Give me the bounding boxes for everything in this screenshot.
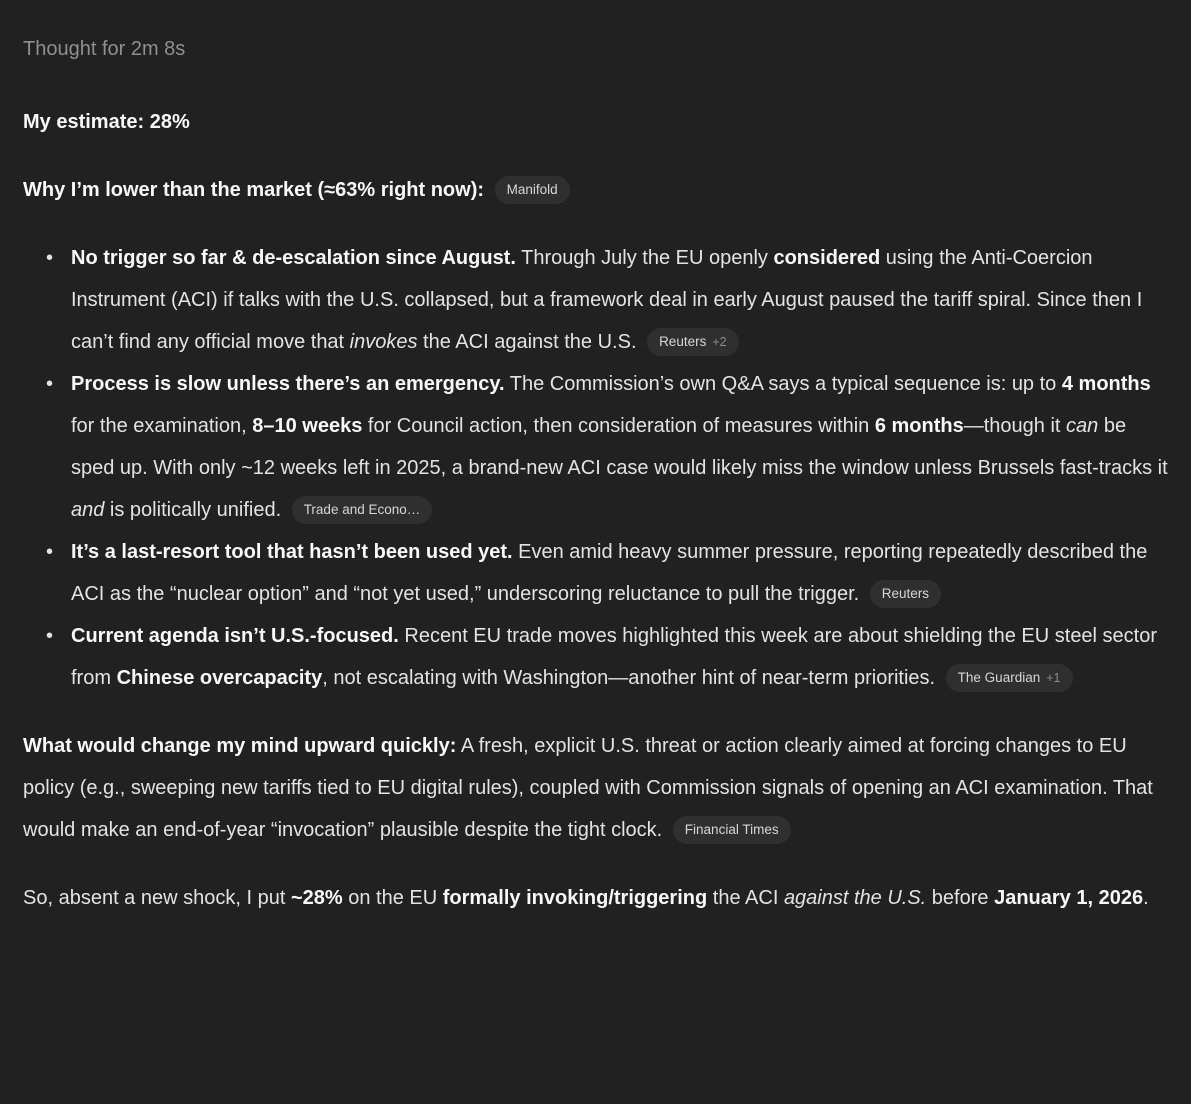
text-segment: Even amid heavy summer pressure, reporting repeatedly described the ACI as the “nuclear option” and “not yet used,” underscoring reluctance to pull the trigger.: [71, 541, 1148, 605]
text-segment: the ACI against the U.S.: [417, 331, 643, 353]
bold-text: Chinese overcapacity: [116, 667, 323, 689]
text-segment: Through July the EU openly: [515, 247, 774, 269]
text-segment: for Council action, then consideration of measures within: [362, 415, 875, 437]
reason-item-slow-process: [71, 363, 1169, 531]
citation-pill[interactable]: [870, 580, 941, 608]
text-segment: before: [926, 887, 995, 909]
italic-text: and: [71, 499, 105, 521]
citation-source-label: Financial Times: [684, 821, 779, 837]
bold-text: 6 months: [874, 415, 964, 437]
thought-duration-toggle[interactable]: Thought for 2m 8s: [23, 38, 186, 60]
citation-extra-count: +2: [712, 334, 727, 349]
citation-extra-count: +1: [1046, 670, 1061, 685]
bold-text: Current agenda isn’t U.S.-focused.: [71, 625, 399, 647]
text-segment: using the Anti-Coercion Instrument (ACI) if talks with the U.S. collapsed, but a framework deal in early August paused the tariff spiral. Since then I can’t find any official move that: [71, 247, 1143, 353]
citation-source-label: Reuters: [659, 333, 707, 349]
italic-text: against the U.S.: [783, 887, 927, 909]
citation-source-label: Trade and Econo…: [303, 501, 421, 517]
bold-text: My estimate: 28%: [23, 111, 190, 133]
citation-pill[interactable]: [647, 328, 739, 356]
bold-text: It’s a last-resort tool that hasn’t been used yet.: [71, 541, 513, 563]
text-segment: The Commission’s own Q&A says a typical sequence is: up to: [504, 373, 1062, 395]
text-segment: So, absent a new shock, I put: [23, 887, 291, 909]
bold-text: considered: [773, 247, 881, 269]
bold-text: January 1, 2026: [994, 887, 1144, 909]
bold-text: 8–10 weeks: [252, 415, 363, 437]
italic-text: can: [1066, 415, 1099, 437]
text-segment: Recent EU trade moves highlighted this week are about shielding the EU steel sector from: [71, 625, 1158, 689]
citation-pill[interactable]: [946, 664, 1073, 692]
text-segment: —though it: [963, 415, 1067, 437]
citation-pill[interactable]: [673, 816, 791, 844]
bold-text: Why I’m lower than the market (≈63% right now):: [23, 179, 490, 201]
reason-item-current-agenda: [71, 615, 1169, 699]
text-segment: A fresh, explicit U.S. threat or action clearly aimed at forcing changes to EU policy (e.g., sweeping new tariffs tied to EU digital rules), coupled with Commission signals of opening an ACI examination. That would make an end-of-year “invocation” plausible despite the tight clock.: [23, 735, 1153, 841]
change-mind-paragraph: [23, 725, 1169, 851]
citation-pill[interactable]: [495, 176, 570, 204]
italic-text: invokes: [349, 331, 418, 353]
conclusion-paragraph: [23, 877, 1169, 919]
text-segment: is politically unified.: [104, 499, 287, 521]
text-segment: be sped up. With only ~12 weeks left in 2025, a brand-new ACI case would likely miss the window unless Brussels fast-tracks it: [71, 415, 1168, 479]
why-lower-heading: [23, 169, 1169, 211]
reason-item-last-resort: [71, 531, 1169, 615]
estimate-paragraph: [23, 101, 1169, 143]
assistant-response: [23, 28, 1169, 919]
bold-text: 4 months: [1061, 373, 1151, 395]
bold-text: formally invoking/triggering: [442, 887, 708, 909]
citation-source-label: The Guardian: [957, 669, 1041, 685]
citation-source-label: Reuters: [881, 585, 930, 601]
reason-item-no-trigger: [71, 237, 1169, 363]
citation-pill[interactable]: [292, 496, 433, 524]
bold-text: ~28%: [290, 887, 343, 909]
citation-source-label: Manifold: [506, 181, 558, 197]
bold-text: Process is slow unless there’s an emergency.: [71, 373, 505, 395]
reasons-list: [23, 237, 1169, 699]
text-segment: .: [1143, 887, 1149, 909]
text-segment: , not escalating with Washington—another hint of near-term priorities.: [322, 667, 941, 689]
text-segment: the ACI: [707, 887, 784, 909]
text-segment: on the EU: [342, 887, 443, 909]
text-segment: for the examination,: [71, 415, 253, 437]
bold-text: No trigger so far & de-escalation since August.: [71, 247, 516, 269]
bold-text: What would change my mind upward quickly:: [23, 735, 457, 757]
